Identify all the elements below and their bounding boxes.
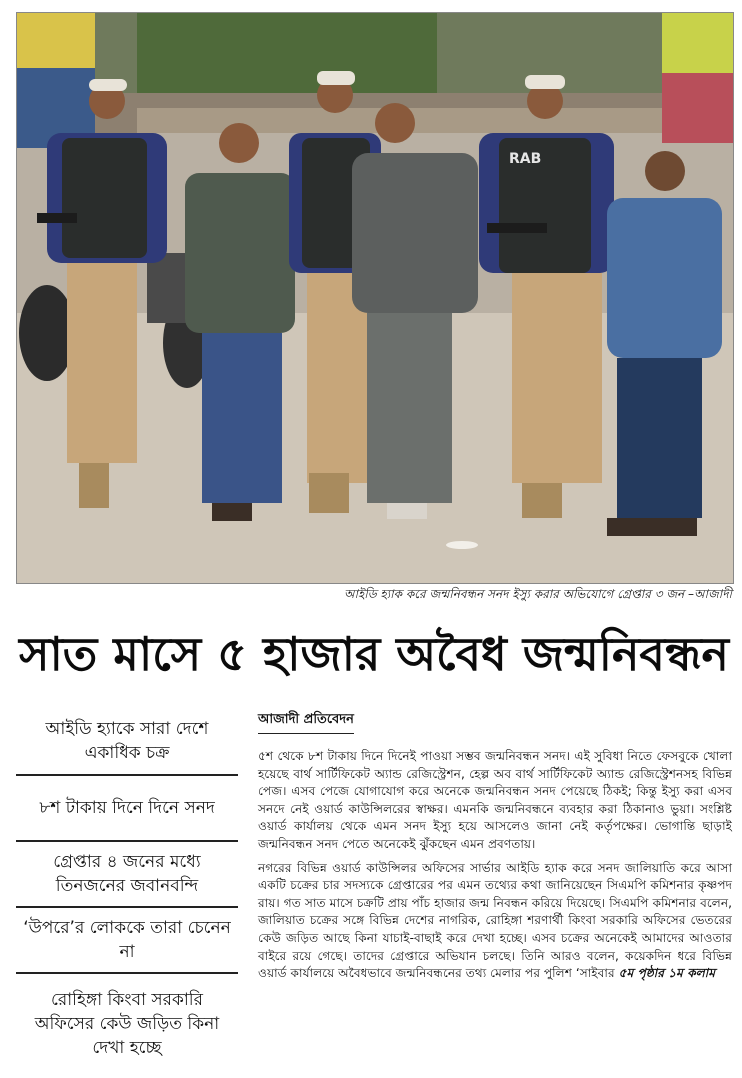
news-photo bbox=[16, 12, 734, 584]
byline: আজাদী প্রতিবেদন bbox=[258, 710, 354, 734]
headline: সাত মাসে ৫ হাজার অবৈধ জন্মনিবন্ধন bbox=[19, 627, 729, 681]
article-paragraph-with-jump bbox=[258, 860, 732, 983]
vest-label: RAB bbox=[509, 151, 542, 167]
highlights-sidebar bbox=[16, 708, 238, 1074]
highlight-item: ৮শ টাকায় দিনে দিনে সনদ bbox=[16, 774, 238, 840]
article-body bbox=[258, 708, 732, 1074]
arrest-scene-image bbox=[17, 13, 733, 583]
photo-caption: আইডি হ্যাক করে জন্মনিবন্ধন সনদ ইস্যু করার অভিযোগে গ্রেপ্তার ৩ জন –আজাদী bbox=[344, 587, 732, 601]
article-paragraph: নগরের বিভিন্ন ওয়ার্ড কাউন্সিলর অফিসের সার্ভার আইডি হ্যাক করে সনদ জালিয়াতি করে আসা একটি চক্রের চার সদস্যকে গ্রেপ্তারের পর এমন তথ্যের কথা জানিয়েছেন সিএমপি কমিশনার কৃষ্ণপদ রায়। গত সাত মাসে চক্রটি প্রায় পাঁচ হাজার জন্ম নিবন্ধন করিয়ে দিয়েছে। সিএমপি কমিশনার বলেন, জালিয়াত চক্রের সঙ্গে বিভিন্ন দেশের নাগরিক, রোহিঙ্গা শরণার্থী কিংবা সরকারি অফিসের ভেতরের কেউ জড়িত আছে কিনা যাচাই-বাছাই করে দেখা হচ্ছে। এসব চক্রের অনেকেই আমাদের আওতার বাইরে রয়ে গেছে। তাদের গ্রেপ্তারে অভিযান চলছে। তিনি আরও বলেন, কয়েকদিন ধরে বিভিন্ন ওয়ার্ড কার্যালয়ে অবৈধভাবে জন্মনিবন্ধনের তথ্য মেলার পর পুলিশ ‘সাইবার bbox=[258, 860, 732, 981]
highlight-item: রোহিঙ্গা কিংবা সরকারি অফিসের কেউ জড়িত কিনা দেখা হচ্ছে bbox=[16, 972, 238, 1074]
continued-jump-link[interactable]: ৫ম পৃষ্ঠার ১ম কলাম bbox=[618, 966, 715, 981]
highlight-item: ‘উপরে’র লোককে তারা চেনেন না bbox=[16, 906, 238, 972]
article-paragraph: ৫শ থেকে ৮শ টাকায় দিনে দিনেই পাওয়া সম্ভব জন্মনিবন্ধন সনদ। এই সুবিধা নিতে ফেসবুকে খোলা হয়েছে বার্থ সার্টিফিকেট অ্যান্ড রেজিস্ট্রেশন, হেল্প অব বার্থ সার্টিফিকেট অ্যান্ড রেজিস্ট্রেশনসহ বিভিন্ন পেজ। এসব পেজে যোগাযোগ করে অনেকে জন্মনিবন্ধন সনদ পেয়েছে ঠিকই; কিন্তু ইস্যু করা এসব সনদে নেই ওয়ার্ড কাউন্সিলরের স্বাক্ষর। এমনকি জন্মনিবন্ধনে ব্যবহার করা ঠিকানাও ভুয়া। সংশ্লিষ্ট ওয়ার্ড কার্যালয় থেকে এমন সনদ ইস্যু হয়ে আসলেও জানা নেই কর্তৃপক্ষের। ভোগান্তি ছাড়াই জন্মনিবন্ধন সনদ পেতে অনেকেই ঝুঁকছেন এমন প্রবণতায়। bbox=[258, 749, 732, 851]
highlight-item: আইডি হ্যাকে সারা দেশে একাধিক চক্র bbox=[45, 719, 209, 763]
highlight-item: গ্রেপ্তার ৪ জনের মধ্যে তিনজনের জবানবন্দি bbox=[16, 840, 238, 906]
